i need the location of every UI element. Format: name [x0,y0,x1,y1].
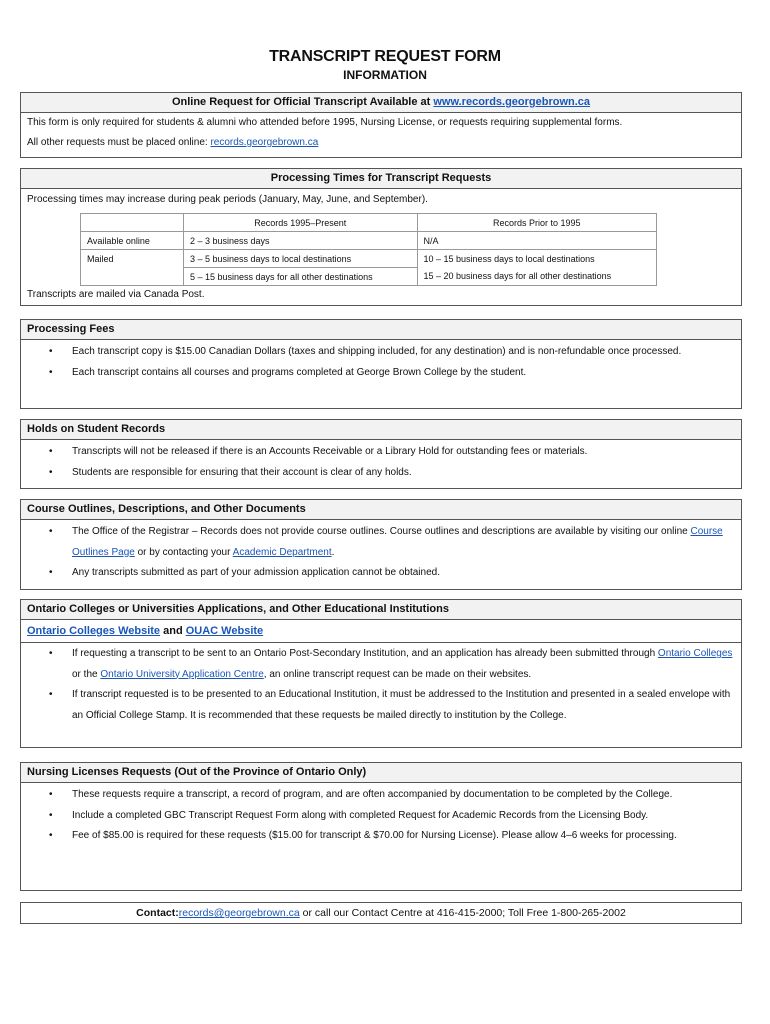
table-row [81,232,657,250]
academic-department-link[interactable]: Academic Department [232,546,332,558]
cell-present: 3 – 5 business days to local destinations [184,250,418,268]
holds-heading: Holds on Student Records [21,420,741,440]
row-label [81,268,184,286]
course-outlines-heading: Course Outlines, Descriptions, and Other Documents [21,500,741,520]
col-header-prior-1995: Records Prior to 1995 [417,214,656,232]
bullet-icon: • [49,809,53,821]
list-item: • Include a completed GBC Transcript Request Form along with completed Request for Academic Records from the Licensing Body. [21,806,741,827]
list-item: • If transcript requested is to be presented to an Educational Institution, it must be addressed to the Institution and presented in a sealed envelope with an Official College Stamp. It is recommended that these requests be mailed directly to institution by the College. [21,685,741,726]
processing-times-heading: Processing Times for Transcript Requests [21,169,741,189]
online-request-line1: This form is only required for students & alumni who attended before 1995, Nursing License, or requests requiring supplemental forms. [27,117,623,128]
processing-times-table [80,213,657,286]
outlines-list [21,520,741,584]
table-row [81,250,657,268]
list-item: • The Office of the Registrar – Records does not provide course outlines. Course outlines and descriptions are available by visiting our online Course Outlines Page or by contacting your Academic Department. [21,522,741,563]
bullet-icon: • [49,366,53,378]
cell-prior: N/A [417,232,656,250]
table-row [81,268,657,286]
fees-list [21,340,741,383]
nursing-licenses-heading: Nursing Licenses Requests (Out of the Province of Ontario Only) [21,763,741,783]
course-outlines-section [20,499,742,590]
cell-prior: 10 – 15 business days to local destinations [417,250,656,268]
contact-email-link[interactable]: records@georgebrown.ca [178,907,300,919]
online-request-section [20,92,742,158]
ontario-list [21,643,741,726]
list-item: • Each transcript copy is $15.00 Canadian Dollars (taxes and shipping included, for any destination) and is non-refundable once processed. [21,342,741,363]
list-item: • Transcripts will not be released if there is an Accounts Receivable or a Library Hold for outstanding fees or materials. [21,442,741,463]
ontario-applications-heading: Ontario Colleges or Universities Applications, and Other Educational Institutions [21,600,741,620]
cell-present: 2 – 3 business days [184,232,418,250]
records-website-link[interactable]: www.records.georgebrown.ca [433,96,591,108]
cell-present: 5 – 15 business days for all other destinations [184,268,418,286]
list-item: • Any transcripts submitted as part of your admission application cannot be obtained. [21,563,741,584]
bullet-icon: • [49,526,53,537]
bullet-icon: • [49,466,53,478]
table-header-row [81,214,657,232]
table-corner-cell [81,214,184,232]
bullet-icon: • [49,346,53,357]
processing-times-intro: Processing times may increase during peak periods (January, May, June, and September). [27,194,428,205]
online-request-heading: Online Request for Official Transcript Available at www.records.georgebrown.ca [21,93,741,113]
bullet-icon: • [49,567,53,578]
list-item: • Students are responsible for ensuring that their account is clear of any holds. [21,463,741,484]
contact-phone-text: or call our Contact Centre at 416-415-2000; Toll Free 1-800-265-2002 [299,907,626,919]
ontario-applications-section [20,599,742,748]
bullet-icon: • [49,789,53,800]
bullet-icon: • [49,648,53,659]
ouac-website-link[interactable]: OUAC Website [185,625,264,637]
page-subtitle: INFORMATION [343,68,427,82]
row-label: Mailed [81,250,184,268]
bullet-icon: • [49,689,53,700]
nursing-list [21,783,741,847]
online-request-line2: All other requests must be placed online: records.georgebrown.ca [27,137,319,148]
ontario-colleges-link[interactable]: Ontario Colleges [657,648,733,659]
cell-prior: 15 – 20 business days for all other destinations [417,268,656,286]
list-item: • Each transcript contains all courses and programs completed at George Brown College by the student. [21,363,741,384]
row-label: Available online [81,232,184,250]
nursing-licenses-section [20,762,742,891]
bullet-icon: • [49,830,53,841]
list-item: • These requests require a transcript, a record of program, and are often accompanied by documentation to be completed by the College. [21,785,741,806]
contact-label: Contact: [136,907,179,919]
records-online-link[interactable]: records.georgebrown.ca [210,137,319,148]
course-outlines-page-link[interactable]: Course Outlines Page [72,526,723,558]
holds-section [20,419,742,489]
page-title: TRANSCRIPT REQUEST FORM [269,48,501,65]
list-item: • If requesting a transcript to be sent to an Ontario Post-Secondary Institution, and an application has already been submitted through Ontario Colleges or the Ontario University Application Centre, an online transcript request can be made on their websites. [21,644,741,685]
col-header-1995-present: Records 1995–Present [184,214,418,232]
contact-section [20,902,742,924]
processing-times-footer: Transcripts are mailed via Canada Post. [27,289,205,300]
ontario-links-row: Ontario Colleges Website and OUAC Website [21,620,741,643]
bullet-icon: • [49,446,53,457]
ontario-colleges-website-link[interactable]: Ontario Colleges Website [27,625,161,637]
ouac-link[interactable]: Ontario University Application Centre [100,668,264,680]
processing-fees-section [20,319,742,409]
holds-list [21,440,741,483]
processing-fees-heading: Processing Fees [21,320,741,340]
list-item: • Fee of $85.00 is required for these requests ($15.00 for transcript & $70.00 for Nursing License). Please allow 4–6 weeks for processing. [21,826,741,847]
